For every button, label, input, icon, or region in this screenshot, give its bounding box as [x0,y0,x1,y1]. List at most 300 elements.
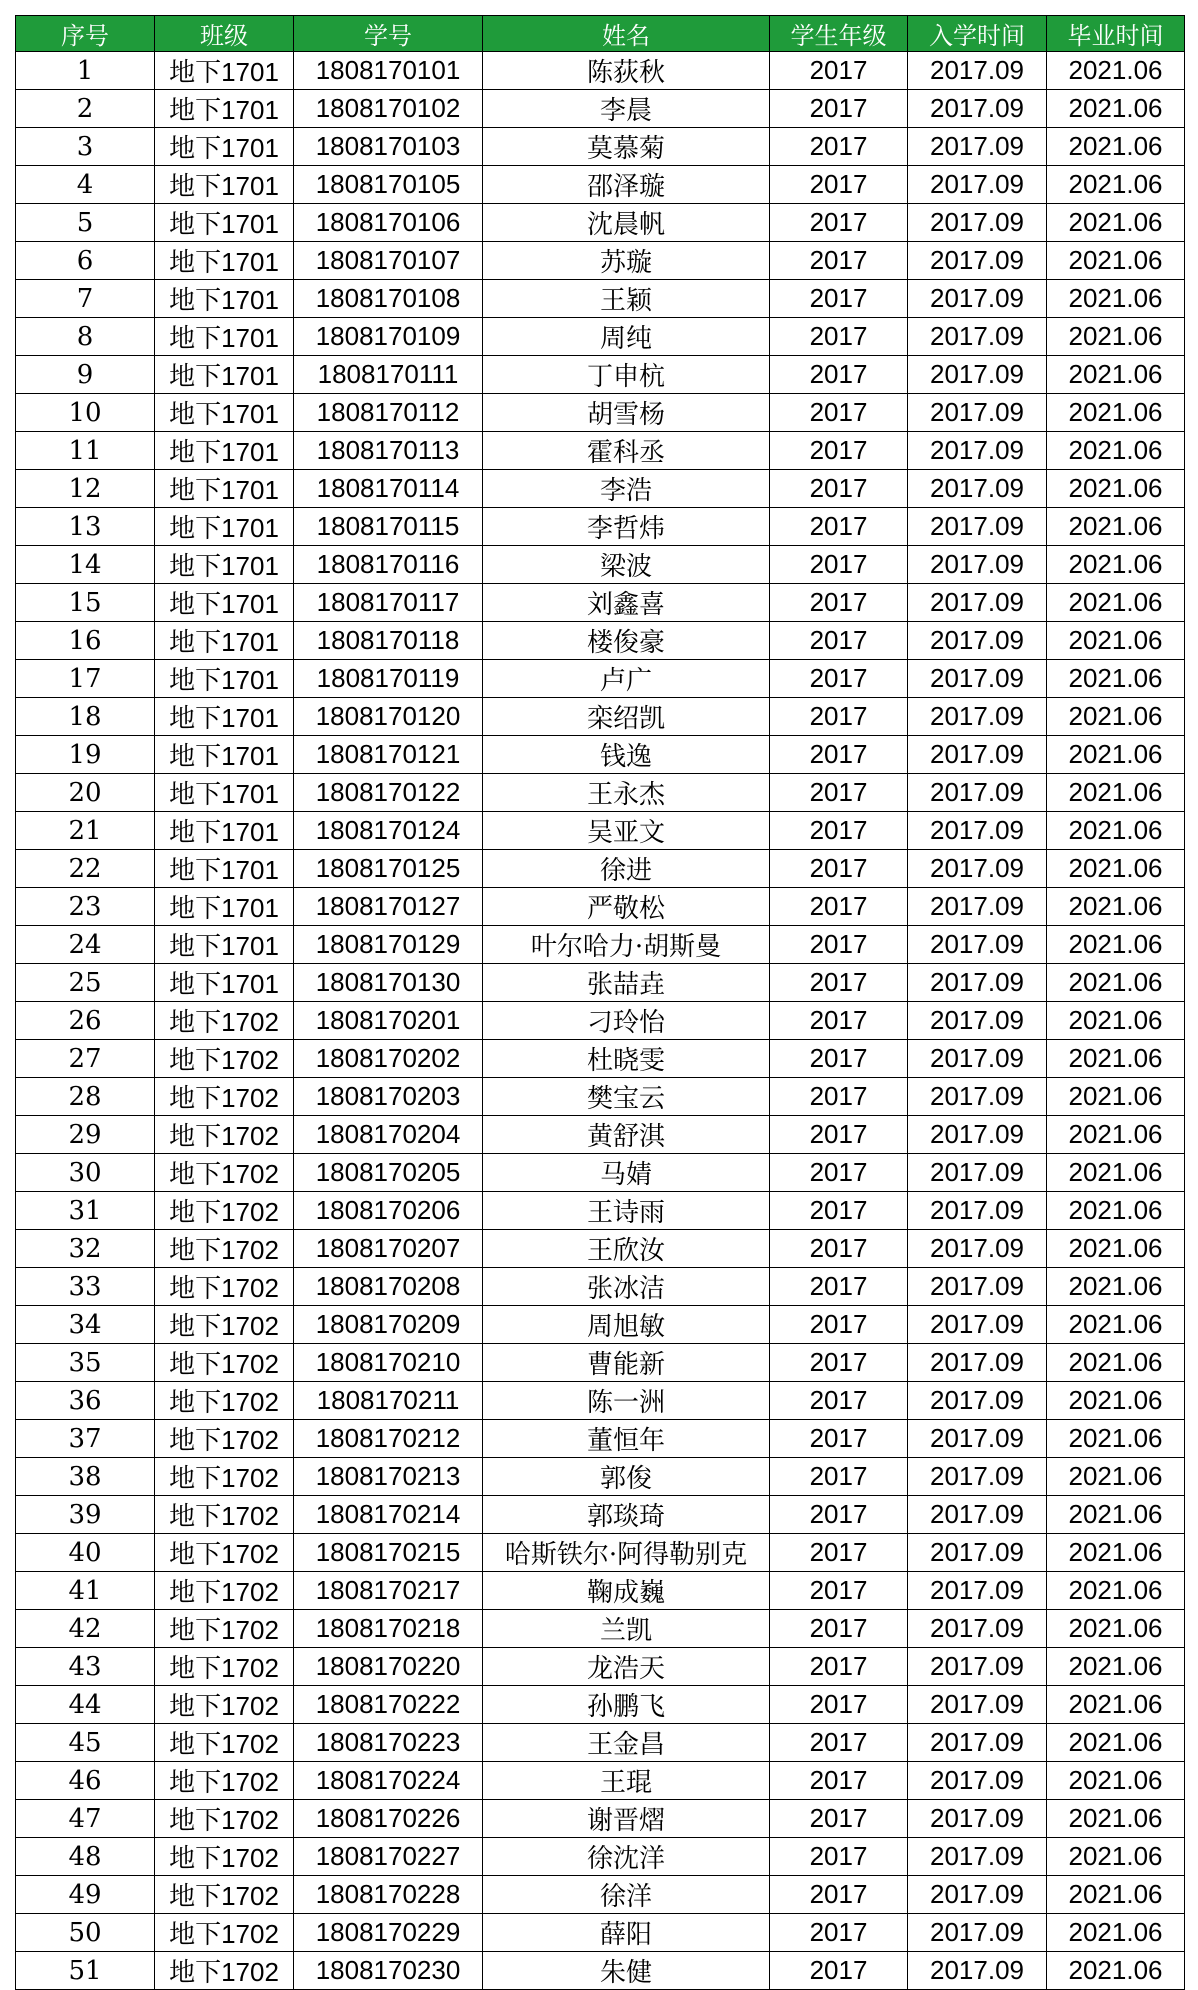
serial-number-cell: 12 [16,470,155,508]
class-cell: 地下1701 [155,774,294,812]
serial-number-cell: 34 [16,1306,155,1344]
table-row [16,1914,1185,1952]
name-cell: 陈一洲 [483,1382,770,1420]
table-row [16,1306,1185,1344]
enrollment-date-cell: 2017.09 [908,90,1047,128]
class-cell: 地下1702 [155,1154,294,1192]
name-cell: 哈斯铁尔·阿得勒别克 [483,1534,770,1572]
graduation-date-cell: 2021.06 [1047,280,1185,318]
class-cell: 地下1701 [155,584,294,622]
enrollment-date-cell: 2017.09 [908,1040,1047,1078]
name-cell: 郭琰琦 [483,1496,770,1534]
student-roster-table [15,15,1185,1990]
class-cell: 地下1702 [155,1648,294,1686]
grade-cell: 2017 [770,1192,908,1230]
graduation-date-cell: 2021.06 [1047,242,1185,280]
graduation-date-cell: 2021.06 [1047,1078,1185,1116]
serial-number-cell: 36 [16,1382,155,1420]
grade-cell: 2017 [770,660,908,698]
class-cell: 地下1701 [155,736,294,774]
graduation-date-cell: 2021.06 [1047,90,1185,128]
graduation-date-cell: 2021.06 [1047,166,1185,204]
class-cell: 地下1701 [155,128,294,166]
table-row [16,964,1185,1002]
class-cell: 地下1702 [155,1724,294,1762]
table-row [16,204,1185,242]
class-cell: 地下1701 [155,888,294,926]
table-row [16,318,1185,356]
serial-number-cell: 3 [16,128,155,166]
table-row [16,1876,1185,1914]
serial-number-cell: 5 [16,204,155,242]
student-id-cell: 1808170208 [294,1268,483,1306]
class-cell: 地下1702 [155,1268,294,1306]
name-cell: 龙浩天 [483,1648,770,1686]
enrollment-date-cell: 2017.09 [908,1420,1047,1458]
table-row [16,52,1185,90]
name-cell: 周旭敏 [483,1306,770,1344]
name-cell: 董恒年 [483,1420,770,1458]
grade-cell: 2017 [770,1116,908,1154]
grade-cell: 2017 [770,888,908,926]
class-cell: 地下1702 [155,1078,294,1116]
table-row [16,1648,1185,1686]
class-cell: 地下1701 [155,90,294,128]
name-cell: 莫慕菊 [483,128,770,166]
graduation-date-cell: 2021.06 [1047,1154,1185,1192]
grade-cell: 2017 [770,1154,908,1192]
student-id-cell: 1808170124 [294,812,483,850]
table-row [16,1116,1185,1154]
table-row [16,1078,1185,1116]
serial-number-cell: 46 [16,1762,155,1800]
table-row [16,1268,1185,1306]
enrollment-date-cell: 2017.09 [908,1496,1047,1534]
serial-number-cell: 7 [16,280,155,318]
graduation-date-cell: 2021.06 [1047,1192,1185,1230]
name-cell: 叶尔哈力·胡斯曼 [483,926,770,964]
enrollment-date-cell: 2017.09 [908,1268,1047,1306]
graduation-date-cell: 2021.06 [1047,546,1185,584]
name-cell: 马婧 [483,1154,770,1192]
student-id-cell: 1808170215 [294,1534,483,1572]
serial-number-cell: 14 [16,546,155,584]
serial-number-cell: 25 [16,964,155,1002]
table-row [16,698,1185,736]
serial-number-cell: 27 [16,1040,155,1078]
name-cell: 严敬松 [483,888,770,926]
graduation-date-cell: 2021.06 [1047,318,1185,356]
student-id-cell: 1808170103 [294,128,483,166]
name-cell: 王诗雨 [483,1192,770,1230]
graduation-date-cell: 2021.06 [1047,394,1185,432]
name-cell: 邵泽璇 [483,166,770,204]
name-cell: 黄舒淇 [483,1116,770,1154]
serial-number-cell: 50 [16,1914,155,1952]
student-id-cell: 1808170229 [294,1914,483,1952]
graduation-date-cell: 2021.06 [1047,204,1185,242]
graduation-date-cell: 2021.06 [1047,622,1185,660]
class-cell: 地下1701 [155,470,294,508]
grade-cell: 2017 [770,1762,908,1800]
name-cell: 郭俊 [483,1458,770,1496]
name-cell: 苏璇 [483,242,770,280]
serial-number-cell: 10 [16,394,155,432]
student-id-cell: 1808170223 [294,1724,483,1762]
enrollment-date-cell: 2017.09 [908,1876,1047,1914]
serial-number-cell: 13 [16,508,155,546]
grade-cell: 2017 [770,1610,908,1648]
grade-cell: 2017 [770,1496,908,1534]
table-row [16,1534,1185,1572]
grade-cell: 2017 [770,1534,908,1572]
grade-cell: 2017 [770,1686,908,1724]
grade-cell: 2017 [770,736,908,774]
grade-cell: 2017 [770,546,908,584]
class-cell: 地下1702 [155,1116,294,1154]
grade-cell: 2017 [770,1040,908,1078]
student-id-cell: 1808170125 [294,850,483,888]
table-row [16,546,1185,584]
name-cell: 梁波 [483,546,770,584]
name-cell: 李晨 [483,90,770,128]
table-row [16,774,1185,812]
table-row [16,1420,1185,1458]
grade-cell: 2017 [770,52,908,90]
enrollment-date-cell: 2017.09 [908,52,1047,90]
enrollment-date-cell: 2017.09 [908,774,1047,812]
graduation-date-cell: 2021.06 [1047,1230,1185,1268]
grade-cell: 2017 [770,926,908,964]
grade-cell: 2017 [770,1724,908,1762]
student-id-cell: 1808170201 [294,1002,483,1040]
class-cell: 地下1702 [155,1838,294,1876]
grade-cell: 2017 [770,1648,908,1686]
serial-number-cell: 31 [16,1192,155,1230]
graduation-date-cell: 2021.06 [1047,1876,1185,1914]
student-id-cell: 1808170116 [294,546,483,584]
grade-cell: 2017 [770,622,908,660]
grade-cell: 2017 [770,1800,908,1838]
serial-number-cell: 4 [16,166,155,204]
student-id-cell: 1808170107 [294,242,483,280]
table-row [16,1496,1185,1534]
table-row [16,1344,1185,1382]
table-row [16,1572,1185,1610]
enrollment-date-cell: 2017.09 [908,736,1047,774]
student-id-cell: 1808170224 [294,1762,483,1800]
class-cell: 地下1702 [155,1458,294,1496]
student-id-cell: 1808170117 [294,584,483,622]
graduation-date-cell: 2021.06 [1047,584,1185,622]
graduation-date-cell: 2021.06 [1047,1344,1185,1382]
student-id-cell: 1808170118 [294,622,483,660]
grade-cell: 2017 [770,1078,908,1116]
student-id-cell: 1808170119 [294,660,483,698]
enrollment-date-cell: 2017.09 [908,394,1047,432]
student-id-cell: 1808170207 [294,1230,483,1268]
graduation-date-cell: 2021.06 [1047,356,1185,394]
student-id-cell: 1808170210 [294,1344,483,1382]
table-row [16,1230,1185,1268]
student-id-cell: 1808170112 [294,394,483,432]
graduation-date-cell: 2021.06 [1047,508,1185,546]
name-cell: 卢广 [483,660,770,698]
enrollment-date-cell: 2017.09 [908,470,1047,508]
grade-cell: 2017 [770,584,908,622]
name-cell: 王琨 [483,1762,770,1800]
enrollment-date-cell: 2017.09 [908,242,1047,280]
enrollment-date-cell: 2017.09 [908,508,1047,546]
graduation-date-cell: 2021.06 [1047,774,1185,812]
enrollment-date-cell: 2017.09 [908,318,1047,356]
graduation-date-cell: 2021.06 [1047,432,1185,470]
grade-cell: 2017 [770,1838,908,1876]
name-cell: 鞠成巍 [483,1572,770,1610]
grade-cell: 2017 [770,204,908,242]
student-id-cell: 1808170220 [294,1648,483,1686]
serial-number-cell: 37 [16,1420,155,1458]
table-row [16,1686,1185,1724]
serial-number-cell: 15 [16,584,155,622]
grade-cell: 2017 [770,394,908,432]
name-cell: 栾绍凯 [483,698,770,736]
enrollment-date-cell: 2017.09 [908,1116,1047,1154]
serial-number-cell: 39 [16,1496,155,1534]
name-cell: 王金昌 [483,1724,770,1762]
student-id-cell: 1808170218 [294,1610,483,1648]
class-cell: 地下1702 [155,1762,294,1800]
class-cell: 地下1702 [155,1306,294,1344]
class-cell: 地下1702 [155,1952,294,1990]
name-cell: 张冰洁 [483,1268,770,1306]
serial-number-cell: 38 [16,1458,155,1496]
name-cell: 徐沈洋 [483,1838,770,1876]
name-cell: 吴亚文 [483,812,770,850]
graduation-date-cell: 2021.06 [1047,470,1185,508]
table-row [16,1382,1185,1420]
student-id-cell: 1808170111 [294,356,483,394]
table-row [16,622,1185,660]
name-cell: 王欣汝 [483,1230,770,1268]
class-cell: 地下1701 [155,394,294,432]
grade-cell: 2017 [770,128,908,166]
table-row [16,660,1185,698]
enrollment-date-cell: 2017.09 [908,1952,1047,1990]
table-row [16,508,1185,546]
enrollment-date-cell: 2017.09 [908,622,1047,660]
graduation-date-cell: 2021.06 [1047,1648,1185,1686]
graduation-date-cell: 2021.06 [1047,1838,1185,1876]
class-cell: 地下1702 [155,1002,294,1040]
student-id-cell: 1808170129 [294,926,483,964]
student-id-cell: 1808170226 [294,1800,483,1838]
grade-cell: 2017 [770,432,908,470]
student-id-cell: 1808170209 [294,1306,483,1344]
enrollment-date-cell: 2017.09 [908,1078,1047,1116]
graduation-date-cell: 2021.06 [1047,964,1185,1002]
student-id-cell: 1808170203 [294,1078,483,1116]
student-id-cell: 1808170211 [294,1382,483,1420]
table-row [16,812,1185,850]
serial-number-cell: 9 [16,356,155,394]
student-id-cell: 1808170217 [294,1572,483,1610]
table-row [16,1154,1185,1192]
name-cell: 孙鹏飞 [483,1686,770,1724]
class-cell: 地下1702 [155,1496,294,1534]
class-cell: 地下1701 [155,622,294,660]
graduation-date-cell: 2021.06 [1047,1572,1185,1610]
student-id-cell: 1808170121 [294,736,483,774]
table-row [16,356,1185,394]
grade-cell: 2017 [770,964,908,1002]
graduation-date-cell: 2021.06 [1047,1724,1185,1762]
class-cell: 地下1702 [155,1914,294,1952]
table-row [16,1800,1185,1838]
grade-cell: 2017 [770,90,908,128]
student-id-cell: 1808170213 [294,1458,483,1496]
enrollment-date-cell: 2017.09 [908,546,1047,584]
student-id-cell: 1808170109 [294,318,483,356]
student-id-cell: 1808170222 [294,1686,483,1724]
grade-cell: 2017 [770,242,908,280]
graduation-date-cell: 2021.06 [1047,1686,1185,1724]
name-cell: 楼俊豪 [483,622,770,660]
class-cell: 地下1701 [155,52,294,90]
serial-number-cell: 43 [16,1648,155,1686]
enrollment-date-cell: 2017.09 [908,698,1047,736]
grade-cell: 2017 [770,1876,908,1914]
table-row [16,926,1185,964]
name-cell: 王颖 [483,280,770,318]
serial-number-cell: 17 [16,660,155,698]
enrollment-date-cell: 2017.09 [908,1800,1047,1838]
graduation-date-cell: 2021.06 [1047,1040,1185,1078]
serial-number-cell: 16 [16,622,155,660]
graduation-date-cell: 2021.06 [1047,660,1185,698]
table-row [16,584,1185,622]
student-id-cell: 1808170202 [294,1040,483,1078]
graduation-date-cell: 2021.06 [1047,1952,1185,1990]
table-row [16,1610,1185,1648]
class-cell: 地下1702 [155,1382,294,1420]
graduation-date-cell: 2021.06 [1047,1762,1185,1800]
class-cell: 地下1701 [155,698,294,736]
grade-cell: 2017 [770,356,908,394]
enrollment-date-cell: 2017.09 [908,1838,1047,1876]
student-id-cell: 1808170206 [294,1192,483,1230]
table-row [16,394,1185,432]
graduation-date-cell: 2021.06 [1047,698,1185,736]
serial-number-cell: 18 [16,698,155,736]
student-id-cell: 1808170122 [294,774,483,812]
enrollment-date-cell: 2017.09 [908,128,1047,166]
graduation-date-cell: 2021.06 [1047,812,1185,850]
name-cell: 钱逸 [483,736,770,774]
name-cell: 杜晓雯 [483,1040,770,1078]
class-cell: 地下1702 [155,1344,294,1382]
grade-cell: 2017 [770,318,908,356]
serial-number-cell: 20 [16,774,155,812]
grade-cell: 2017 [770,774,908,812]
student-id-cell: 1808170214 [294,1496,483,1534]
graduation-date-cell: 2021.06 [1047,1458,1185,1496]
name-cell: 陈荻秋 [483,52,770,90]
class-cell: 地下1702 [155,1230,294,1268]
class-cell: 地下1702 [155,1572,294,1610]
enrollment-date-cell: 2017.09 [908,926,1047,964]
grade-cell: 2017 [770,1002,908,1040]
grade-cell: 2017 [770,1306,908,1344]
grade-cell: 2017 [770,850,908,888]
name-cell: 樊宝云 [483,1078,770,1116]
grade-cell: 2017 [770,698,908,736]
enrollment-date-cell: 2017.09 [908,1686,1047,1724]
table-row [16,888,1185,926]
serial-number-cell: 28 [16,1078,155,1116]
graduation-date-cell: 2021.06 [1047,1420,1185,1458]
student-id-cell: 1808170114 [294,470,483,508]
class-cell: 地下1701 [155,546,294,584]
grade-cell: 2017 [770,1344,908,1382]
serial-number-cell: 11 [16,432,155,470]
serial-number-cell: 49 [16,1876,155,1914]
enrollment-date-cell: 2017.09 [908,1382,1047,1420]
student-id-cell: 1808170102 [294,90,483,128]
class-cell: 地下1702 [155,1040,294,1078]
table-row [16,470,1185,508]
enrollment-date-cell: 2017.09 [908,1458,1047,1496]
class-cell: 地下1701 [155,660,294,698]
class-cell: 地下1702 [155,1534,294,1572]
serial-number-cell: 48 [16,1838,155,1876]
table-row [16,280,1185,318]
name-cell: 刘鑫喜 [483,584,770,622]
grade-cell: 2017 [770,1952,908,1990]
class-cell: 地下1701 [155,812,294,850]
header-cell-graduation-date: 毕业时间 [1047,16,1185,52]
graduation-date-cell: 2021.06 [1047,52,1185,90]
name-cell: 李哲炜 [483,508,770,546]
serial-number-cell: 24 [16,926,155,964]
name-cell: 朱健 [483,1952,770,1990]
enrollment-date-cell: 2017.09 [908,1192,1047,1230]
name-cell: 胡雪杨 [483,394,770,432]
student-id-cell: 1808170120 [294,698,483,736]
enrollment-date-cell: 2017.09 [908,1914,1047,1952]
class-cell: 地下1701 [155,356,294,394]
name-cell: 霍科丞 [483,432,770,470]
grade-cell: 2017 [770,1914,908,1952]
graduation-date-cell: 2021.06 [1047,888,1185,926]
serial-number-cell: 2 [16,90,155,128]
class-cell: 地下1701 [155,964,294,1002]
student-id-cell: 1808170127 [294,888,483,926]
enrollment-date-cell: 2017.09 [908,204,1047,242]
class-cell: 地下1702 [155,1610,294,1648]
serial-number-cell: 33 [16,1268,155,1306]
table-row [16,1040,1185,1078]
graduation-date-cell: 2021.06 [1047,926,1185,964]
enrollment-date-cell: 2017.09 [908,1344,1047,1382]
enrollment-date-cell: 2017.09 [908,1002,1047,1040]
grade-cell: 2017 [770,1420,908,1458]
header-cell-name: 姓名 [483,16,770,52]
serial-number-cell: 32 [16,1230,155,1268]
name-cell: 徐进 [483,850,770,888]
serial-number-cell: 35 [16,1344,155,1382]
table-row [16,850,1185,888]
